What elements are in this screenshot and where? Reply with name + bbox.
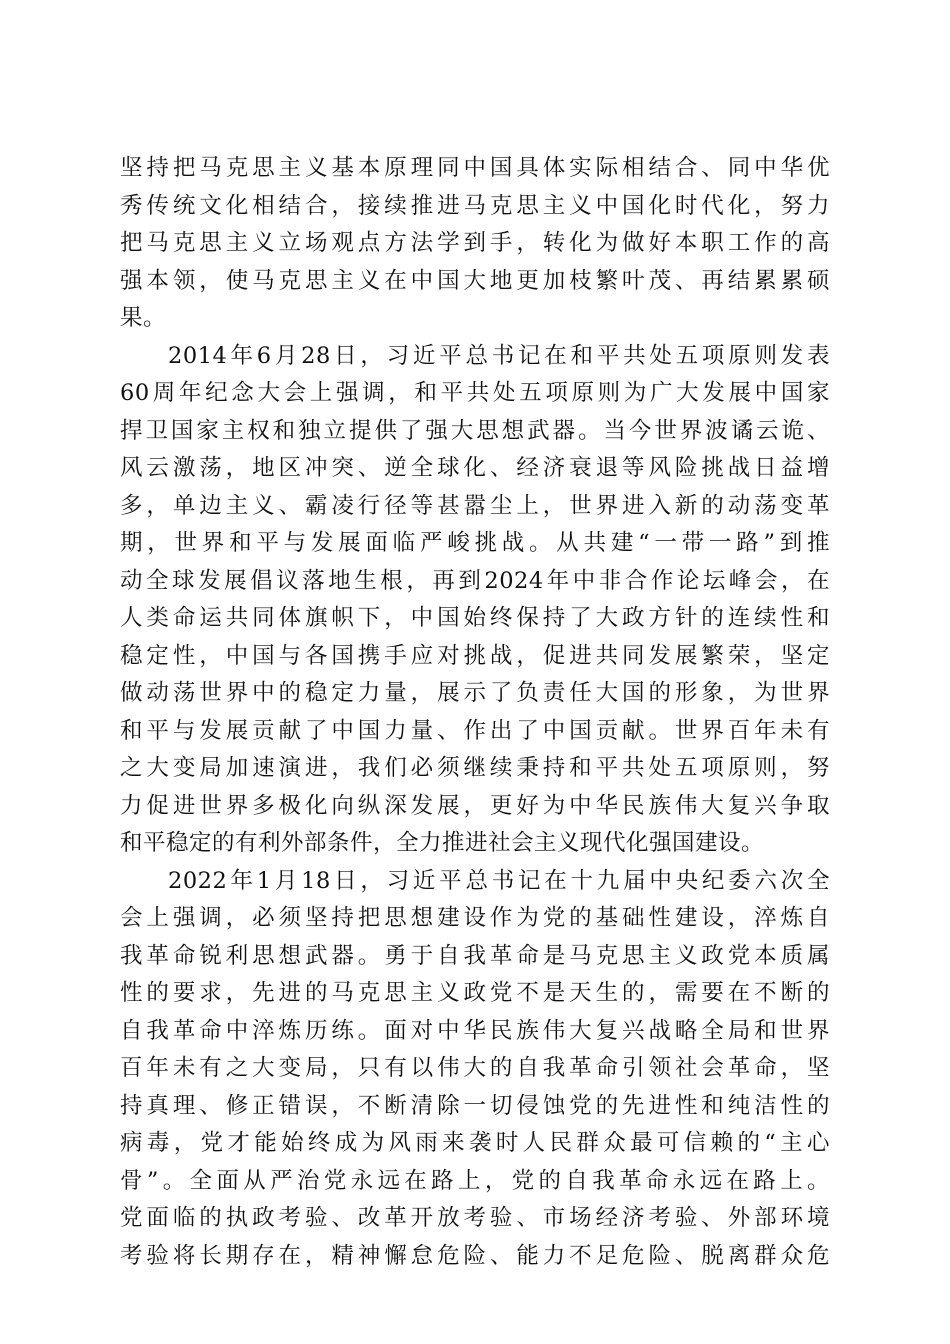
- paragraph-line: 性的要求，先进的马克思主义政党不是天生的，需要在不断的: [120, 980, 830, 1006]
- paragraph-line: 捍卫国家主权和独立提供了强大思想武器。当今世界波谲云诡、: [120, 417, 830, 444]
- paragraph-line: 和平与发展贡献了中国力量、作出了中国贡献。世界百年未有: [120, 717, 830, 744]
- paragraph-line: 2014年6月28日，习近平总书记在和平共处五项原则发表: [168, 342, 830, 369]
- paragraph-line: 稳定性，中国与各国携手应对挑战，促进共同发展繁荣，坚定: [120, 642, 830, 669]
- paragraph-line: 自我革命中淬炼历练。面对中华民族伟大复兴战略全局和世界: [120, 1017, 830, 1044]
- paragraph-line: 2022年1月18日，习近平总书记在十九届中央纪委六次全: [168, 867, 830, 894]
- paragraph-line: 骨”。全面从严治党永远在路上，党的自我革命永远在路上。: [120, 1167, 830, 1194]
- paragraph-line: 会上强调，必须坚持把思想建设作为党的基础性建设，淬炼自: [120, 905, 830, 931]
- paragraph-line: 之大变局加速演进，我们必须继续秉持和平共处五项原则，努: [120, 755, 830, 781]
- paragraph-line: 持真理、修正错误，不断清除一切侵蚀党的先进性和纯洁性的: [120, 1092, 830, 1119]
- paragraph-line: 多，单边主义、霸凌行径等甚嚣尘上，世界进入新的动荡变革: [120, 492, 830, 519]
- paragraph-line: 把马克思主义立场观点方法学到手，转化为做好本职工作的高: [120, 230, 830, 256]
- paragraph-line: 坚持把马克思主义基本原理同中国具体实际相结合、同中华优: [120, 155, 830, 181]
- paragraph-line: 百年未有之大变局，只有以伟大的自我革命引领社会革命，坚: [120, 1055, 830, 1081]
- paragraph-line: 和平稳定的有利外部条件，全力推进社会主义现代化强国建设。: [120, 830, 765, 856]
- paragraph-line: 病毒，党才能始终成为风雨来袭时人民群众最可信赖的“主心: [120, 1130, 830, 1156]
- paragraph-line: 风云激荡，地区冲突、逆全球化、经济衰退等风险挑战日益增: [120, 455, 830, 481]
- paragraph-line: 党面临的执政考验、改革开放考验、市场经济考验、外部环境: [120, 1205, 830, 1231]
- paragraph-line: 果。: [120, 305, 167, 331]
- paragraph-line: 期，世界和平与发展面临严峻挑战。从共建“一带一路”到推: [120, 530, 830, 556]
- paragraph-line: 我革命锐利思想武器。勇于自我革命是马克思主义政党本质属: [120, 942, 830, 969]
- paragraph-line: 做动荡世界中的稳定力量，展示了负责任大国的形象，为世界: [120, 680, 830, 706]
- paragraph-line: 考验将长期存在，精神懈怠危险、能力不足危险、脱离群众危: [120, 1242, 830, 1269]
- paragraph-line: 强本领，使马克思主义在中国大地更加枝繁叶茂、再结累累硕: [120, 267, 830, 294]
- paragraph-line: 动全球发展倡议落地生根，再到2024年中非合作论坛峰会，在: [120, 567, 830, 594]
- paragraph-line: 人类命运共同体旗帜下，中国始终保持了大政方针的连续性和: [120, 605, 830, 631]
- paragraph-line: 秀传统文化相结合，接续推进马克思主义中国化时代化，努力: [120, 192, 830, 219]
- document-page: [120, 150, 830, 1275]
- paragraph-line: 力促进世界多极化向纵深发展，更好为中华民族伟大复兴争取: [120, 792, 830, 819]
- paragraph-line: 60周年纪念大会上强调，和平共处五项原则为广大发展中国家: [120, 380, 830, 406]
